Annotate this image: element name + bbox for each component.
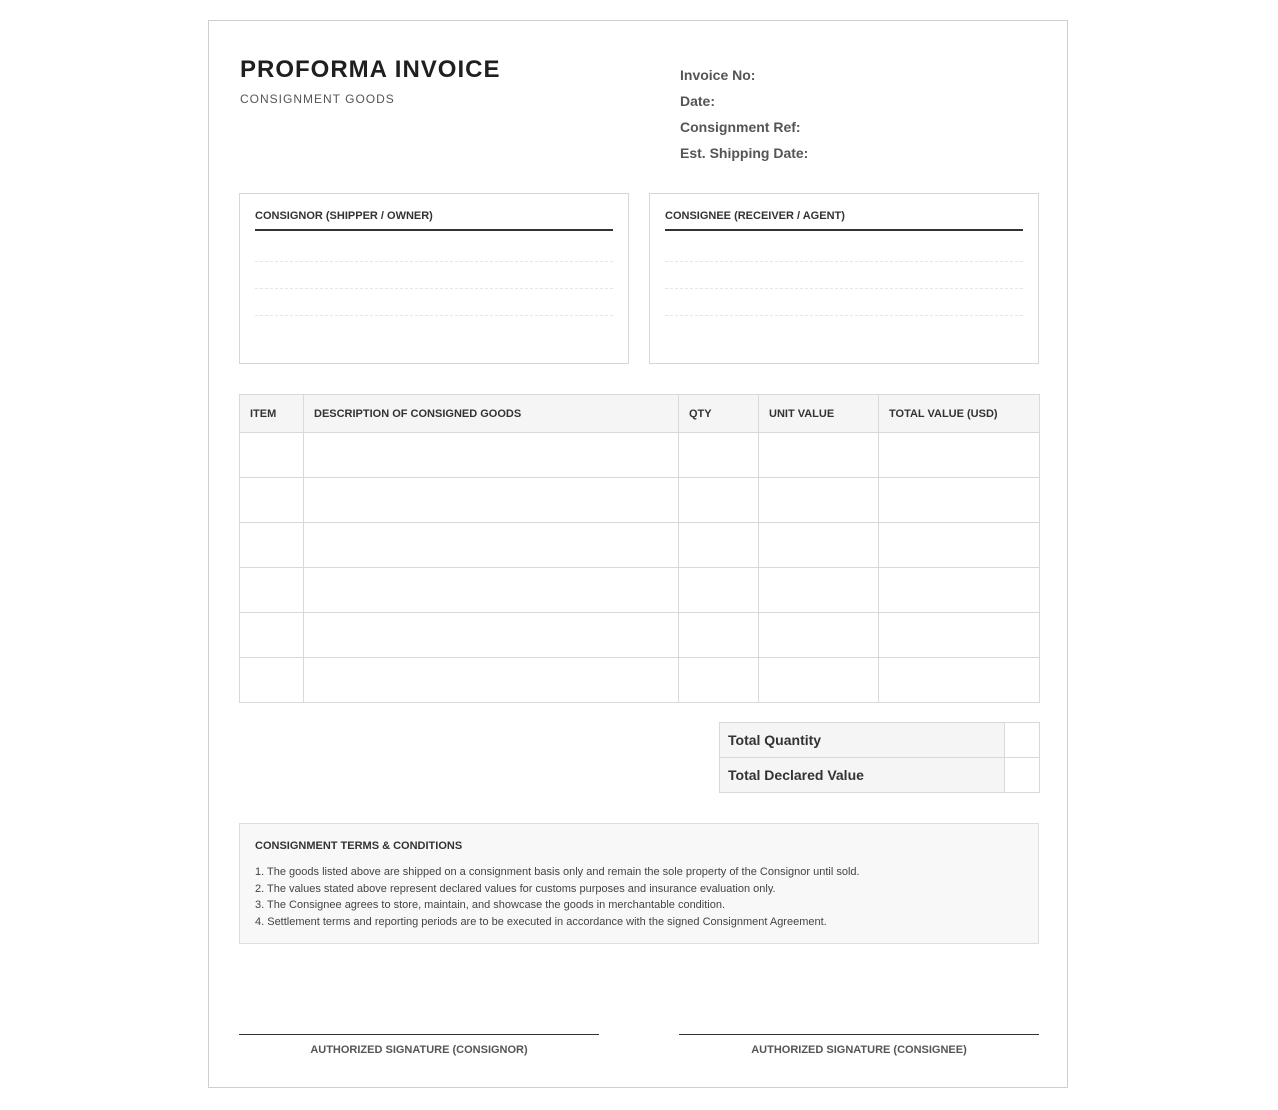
description-cell[interactable] — [304, 613, 679, 658]
date-label: Date: — [680, 93, 716, 109]
table-row — [240, 568, 1040, 613]
table-row — [240, 613, 1040, 658]
invoice-no-label: Invoice No: — [680, 67, 756, 83]
column-header-unit-value: UNIT VALUE — [759, 395, 879, 433]
consignor-line[interactable] — [255, 288, 613, 289]
item-cell[interactable] — [240, 523, 304, 568]
consignee-heading: CONSIGNEE (RECEIVER / AGENT) — [665, 210, 1023, 231]
terms-item: 1. The goods listed above are shipped on a consignment basis only and remain the sole property of the Consignor until sold. — [255, 866, 860, 878]
terms-heading: CONSIGNMENT TERMS & CONDITIONS — [255, 840, 463, 852]
item-cell[interactable] — [240, 433, 304, 478]
total-declared-value-label: Total Declared Value — [720, 758, 1005, 793]
consignor-line[interactable] — [255, 315, 613, 316]
terms-box — [239, 823, 1039, 944]
qty-cell[interactable] — [679, 613, 759, 658]
consignee-line[interactable] — [665, 288, 1023, 289]
invoice-page — [208, 20, 1068, 1088]
description-cell[interactable] — [304, 568, 679, 613]
unit-value-cell[interactable] — [759, 523, 879, 568]
total-quantity-label: Total Quantity — [720, 723, 1005, 758]
unit-value-cell[interactable] — [759, 433, 879, 478]
total-value-cell[interactable] — [879, 478, 1040, 523]
description-cell[interactable] — [304, 658, 679, 703]
consignor-box — [239, 193, 629, 364]
total-value-cell[interactable] — [879, 613, 1040, 658]
qty-cell[interactable] — [679, 658, 759, 703]
qty-cell[interactable] — [679, 523, 759, 568]
invoice-title: PROFORMA INVOICE — [240, 56, 501, 83]
column-header-description: DESCRIPTION OF CONSIGNED GOODS — [304, 395, 679, 433]
qty-cell[interactable] — [679, 478, 759, 523]
consignor-heading: CONSIGNOR (SHIPPER / OWNER) — [255, 210, 613, 231]
total-quantity-value[interactable] — [1005, 723, 1040, 758]
terms-item: 3. The Consignee agrees to store, maintain, and showcase the goods in merchantable condition. — [255, 899, 726, 912]
description-cell[interactable] — [304, 433, 679, 478]
item-cell[interactable] — [240, 568, 304, 613]
terms-item: 2. The values stated above represent declared values for customs purposes and insurance evaluation only. — [255, 882, 776, 895]
item-cell[interactable] — [240, 478, 304, 523]
column-header-total-value: TOTAL VALUE (USD) — [879, 395, 1040, 433]
unit-value-cell[interactable] — [759, 613, 879, 658]
column-header-qty: QTY — [679, 395, 759, 433]
shipping-date-label: Est. Shipping Date: — [680, 145, 809, 161]
table-row — [240, 523, 1040, 568]
table-row — [240, 433, 1040, 478]
item-cell[interactable] — [240, 658, 304, 703]
consignee-line[interactable] — [665, 315, 1023, 316]
description-cell[interactable] — [304, 478, 679, 523]
item-cell[interactable] — [240, 613, 304, 658]
description-cell[interactable] — [304, 523, 679, 568]
totals-table — [719, 722, 1040, 793]
total-declared-value-value[interactable] — [1005, 758, 1040, 793]
terms-list — [255, 864, 860, 931]
terms-item: 4. Settlement terms and reporting periods are to be executed in accordance with the signed Consignment Agreement. — [255, 916, 827, 929]
unit-value-cell[interactable] — [759, 478, 879, 523]
invoice-subtitle: CONSIGNMENT GOODS — [240, 92, 395, 106]
consignee-box — [649, 193, 1039, 364]
total-quantity-row — [720, 723, 1040, 758]
total-value-cell[interactable] — [879, 523, 1040, 568]
unit-value-cell[interactable] — [759, 658, 879, 703]
consignee-line[interactable] — [665, 261, 1023, 262]
consignee-signature-line[interactable]: AUTHORIZED SIGNATURE (CONSIGNEE) — [679, 1034, 1039, 1056]
table-header-row — [240, 395, 1040, 433]
total-value-cell[interactable] — [879, 658, 1040, 703]
total-value-cell[interactable] — [879, 433, 1040, 478]
total-declared-value-row — [720, 758, 1040, 793]
total-value-cell[interactable] — [879, 568, 1040, 613]
consignment-ref-label: Consignment Ref: — [680, 119, 801, 135]
table-row — [240, 478, 1040, 523]
invoice-meta — [680, 66, 808, 170]
qty-cell[interactable] — [679, 433, 759, 478]
unit-value-cell[interactable] — [759, 568, 879, 613]
consignor-line[interactable] — [255, 261, 613, 262]
consignor-signature-line[interactable]: AUTHORIZED SIGNATURE (CONSIGNOR) — [239, 1034, 599, 1056]
qty-cell[interactable] — [679, 568, 759, 613]
items-table — [239, 394, 1040, 703]
column-header-item: ITEM — [240, 395, 304, 433]
table-row — [240, 658, 1040, 703]
